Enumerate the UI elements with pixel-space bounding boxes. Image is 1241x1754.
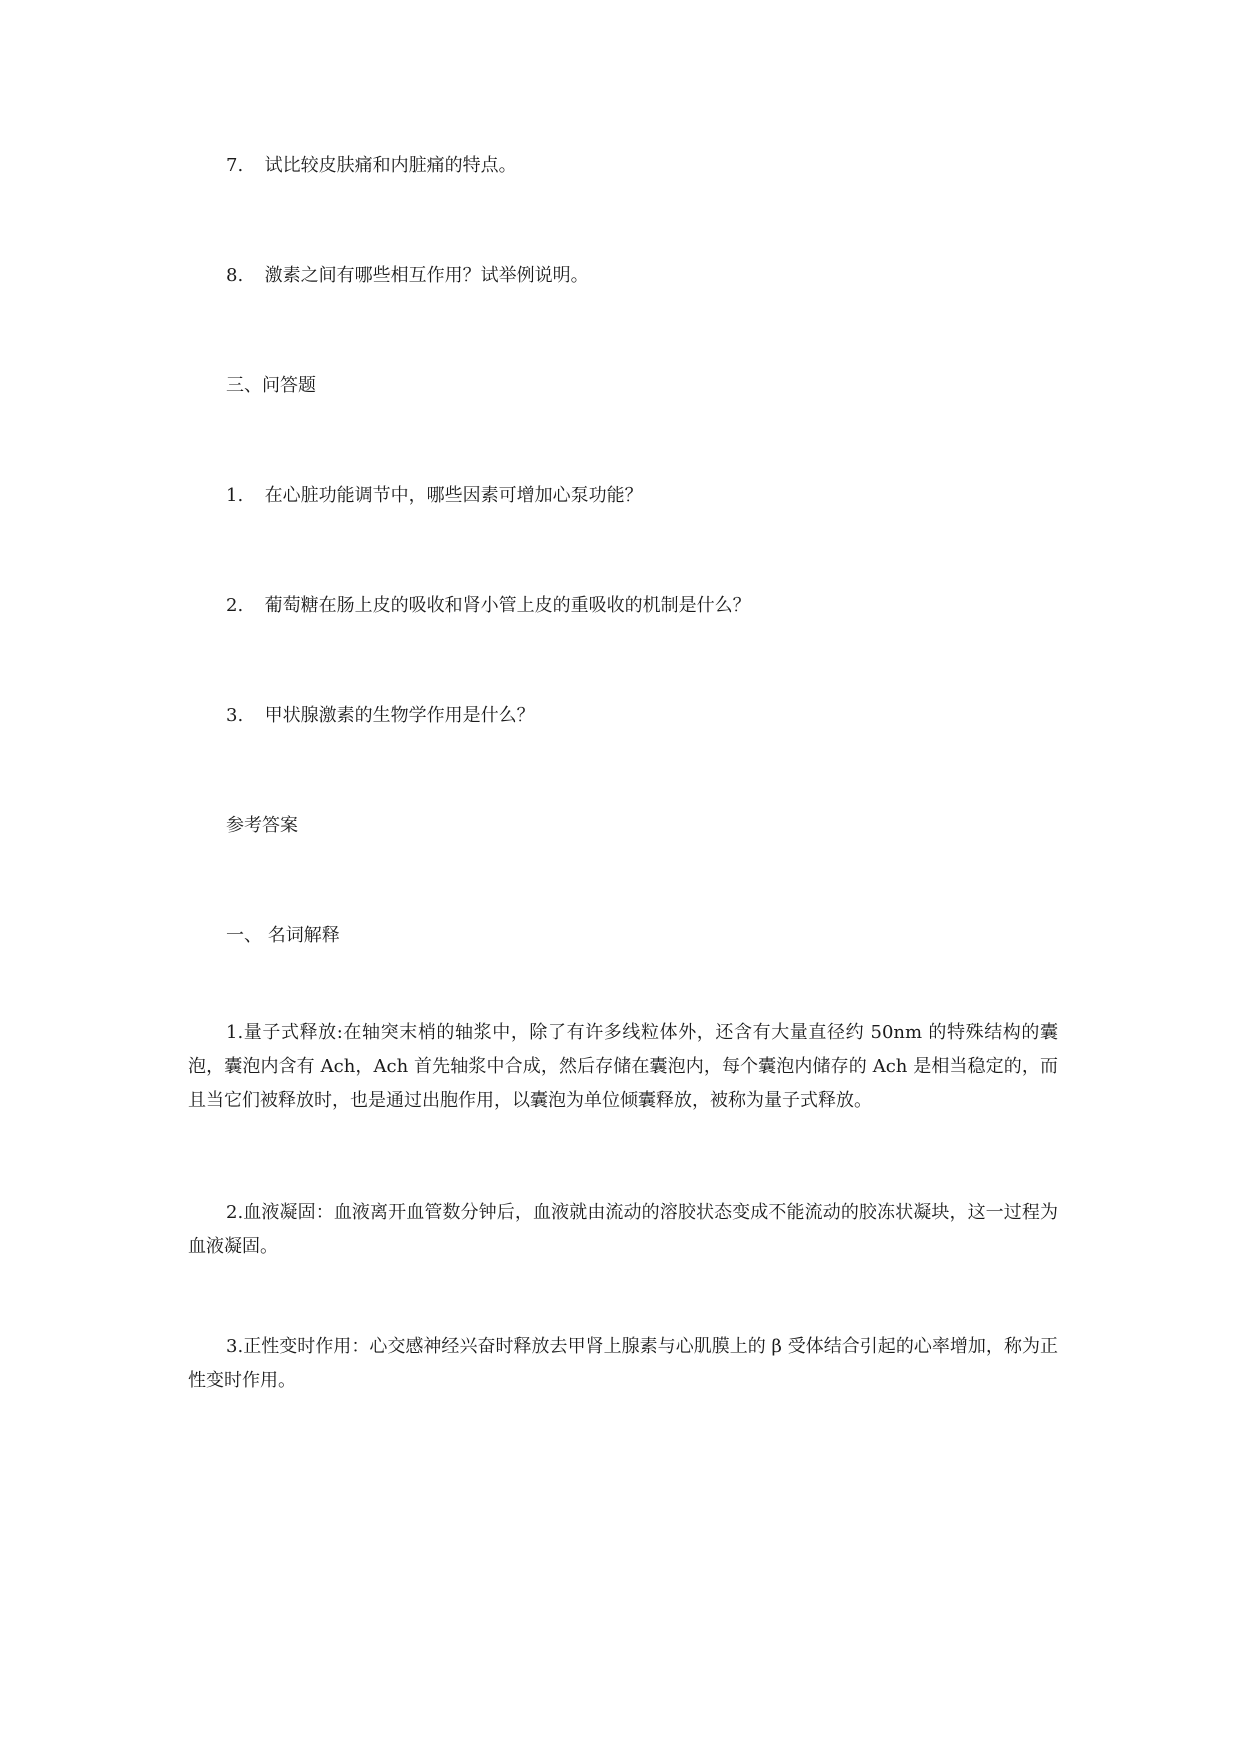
section3-question-1 bbox=[226, 480, 643, 512]
question-number: 1. bbox=[226, 485, 244, 506]
question-text: 试比较皮肤痛和内脏痛的特点。 bbox=[264, 155, 517, 176]
question-8 bbox=[226, 260, 589, 292]
section3-heading: 三、问答题 bbox=[226, 375, 316, 396]
section3-question-3 bbox=[226, 700, 535, 732]
answer-paragraph-2: 2.血液凝固：血液离开血管数分钟后，血液就由流动的溶胶状态变成不能流动的胶冻状凝块，这一过程为血液凝固。 bbox=[188, 1202, 1058, 1257]
question-text: 在心脏功能调节中，哪些因素可增加心泵功能？ bbox=[264, 485, 643, 506]
answer-paragraph-1: 1.量子式释放:在轴突末梢的轴浆中，除了有许多线粒体外，还含有大量直径约 50nm 的特殊结构的囊泡，囊泡内含有 Ach，Ach 首先轴浆中合成，然后存储在囊泡内，每个囊泡内储存的 Ach 是相当稳定的，而且当它们被释放时，也是通过出胞作用，以囊泡为单位倾囊释放，被称为量子式释放。 bbox=[188, 1022, 1058, 1111]
question-number: 3. bbox=[226, 705, 244, 726]
question-number: 8. bbox=[226, 265, 244, 286]
question-text: 葡萄糖在肠上皮的吸收和肾小管上皮的重吸收的机制是什么？ bbox=[264, 595, 751, 616]
question-7 bbox=[226, 150, 517, 182]
question-number: 2. bbox=[226, 595, 244, 616]
answer-paragraph-3: 3.正性变时作用：心交感神经兴奋时释放去甲肾上腺素与心肌膜上的 β 受体结合引起的心率增加，称为正性变时作用。 bbox=[188, 1336, 1058, 1391]
section3-question-2 bbox=[226, 590, 751, 622]
question-text: 甲状腺激素的生物学作用是什么？ bbox=[264, 705, 535, 726]
answers-heading: 参考答案 bbox=[226, 815, 298, 836]
answers-section1-heading: 一、 名词解释 bbox=[226, 925, 340, 946]
question-text: 激素之间有哪些相互作用？试举例说明。 bbox=[264, 265, 589, 286]
question-number: 7. bbox=[226, 155, 244, 176]
